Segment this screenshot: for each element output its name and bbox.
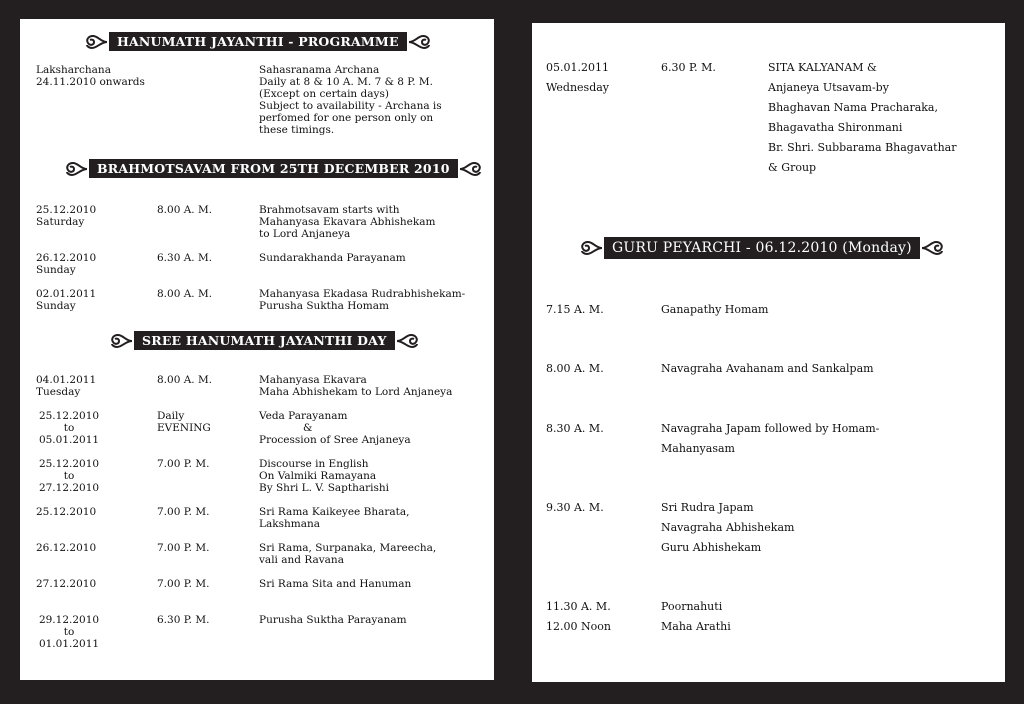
text-line: On Valmiki Ramayana (259, 470, 377, 482)
text-line: these timings. (259, 124, 335, 136)
schedule-date (36, 614, 102, 650)
text-line: & (303, 422, 313, 434)
schedule-event: Sundarakhanda Parayanam (259, 252, 406, 264)
schedule-event (259, 410, 411, 446)
text-line: 05.01.2011 (38, 434, 100, 446)
schedule-time: 6.30 A. M. (157, 252, 213, 264)
text-line: Discourse in English (259, 458, 369, 470)
text-line: to (63, 422, 75, 434)
text-line: to (63, 470, 75, 482)
programme-title: HANUMATH JAYANTHI - PROGRAMME (109, 32, 407, 51)
text-line: By Shri L. V. Saptharishi (259, 482, 390, 494)
schedule-date (36, 458, 102, 494)
text-line: Maha Abhishekam to Lord Anjaneya (259, 386, 453, 398)
schedule-time (157, 410, 211, 434)
schedule-time: 7.00 P. M. (157, 506, 210, 518)
schedule-event (259, 204, 435, 240)
text-line: Sri Rama, Surpanaka, Mareecha, (259, 542, 437, 554)
guru-time: 8.00 A. M. (546, 362, 604, 375)
text-line: Sunday (36, 300, 76, 312)
text-line: 05.01.2011 (546, 61, 609, 74)
text-line: Subject to availability - Archana is (259, 100, 442, 112)
guru-peyarchi-title: GURU PEYARCHI - 06.12.2010 (Monday) (604, 237, 920, 259)
laksharchana-block (36, 64, 145, 88)
ornament-left-icon (63, 160, 89, 178)
guru-event: Navagraha Avahanam and Sankalpam (661, 362, 874, 375)
kalyanam-event (768, 58, 957, 178)
text-line: & Group (768, 161, 817, 174)
schedule-time: 6.30 P. M. (157, 614, 210, 626)
schedule-time: 7.00 P. M. (157, 578, 210, 590)
text-line: to Lord Anjaneya (259, 228, 351, 240)
text-line: Bhagavatha Shironmani (768, 121, 903, 134)
text-line: 25.12.2010 (38, 410, 100, 422)
guru-peyarchi-banner (578, 237, 946, 259)
guru-time: 8.30 A. M. (546, 422, 604, 435)
text-line: Anjaneya Utsavam-by (768, 81, 889, 94)
schedule-date: 25.12.2010 (36, 506, 97, 518)
schedule-date (36, 288, 96, 312)
text-line: Mahanyasam (661, 442, 735, 455)
guru-event (661, 419, 879, 459)
text-line: Wednesday (546, 81, 610, 94)
programme-banner (83, 32, 433, 51)
schedule-time: 8.00 A. M. (157, 288, 213, 300)
text-line: Sahasranama Archana (259, 64, 380, 76)
text-line: Procession of Sree Anjaneya (259, 434, 411, 446)
schedule-date: 26.12.2010 (36, 542, 97, 554)
ornament-left-icon (83, 33, 109, 51)
guru-event (661, 498, 794, 558)
text-line: perfomed for one person only on (259, 112, 434, 124)
text-line: 01.01.2011 (38, 638, 100, 650)
schedule-event (259, 506, 409, 530)
text-line: Bhaghavan Nama Pracharaka, (768, 101, 938, 114)
text-line: Mahanyasa Ekavara Abhishekam (259, 216, 436, 228)
text-line: (Except on certain days) (259, 88, 389, 100)
text-line: Daily at 8 & 10 A. M. 7 & 8 P. M. (259, 76, 433, 88)
text-line: to (63, 626, 75, 638)
guru-time: 9.30 A. M. (546, 501, 604, 514)
ornament-right-icon (395, 332, 421, 350)
text-line: 29.12.2010 (38, 614, 100, 626)
text-line: Maha Arathi (661, 620, 731, 633)
left-page (20, 19, 494, 680)
text-line: Poornahuti (661, 600, 723, 613)
text-line: SITA KALYANAM & (768, 61, 877, 74)
text-line: 27.12.2010 (38, 482, 100, 494)
text-line: Sri Rama Kaikeyee Bharata, (259, 506, 410, 518)
ornament-right-icon (920, 239, 946, 257)
ornament-right-icon (407, 33, 433, 51)
kalyanam-date (546, 58, 609, 98)
text-line: 26.12.2010 (36, 252, 97, 264)
schedule-date (36, 374, 96, 398)
text-line: Br. Shri. Subbarama Bhagavathar (768, 141, 957, 154)
right-page (532, 23, 1005, 682)
guru-time (546, 597, 611, 637)
ornament-right-icon (458, 160, 484, 178)
jayanthi-day-banner (108, 331, 421, 350)
schedule-event (259, 288, 465, 312)
text-line: 04.01.2011 (36, 374, 97, 386)
text-line: 25.12.2010 (36, 204, 97, 216)
schedule-time: 8.00 A. M. (157, 374, 213, 386)
text-line: 25.12.2010 (38, 458, 100, 470)
brahmotsavam-banner (63, 159, 484, 178)
schedule-time: 7.00 P. M. (157, 458, 210, 470)
schedule-event: Purusha Suktha Parayanam (259, 614, 407, 626)
ornament-left-icon (578, 239, 604, 257)
text-line: Brahmotsavam starts with (259, 204, 400, 216)
jayanthi-day-title: SREE HANUMATH JAYANTHI DAY (134, 331, 395, 350)
text-line: Mahanyasa Ekadasa Rudrabhishekam- (259, 288, 466, 300)
text-line: Veda Parayanam (259, 410, 348, 422)
text-line: Navagraha Abhishekam (661, 521, 795, 534)
text-line: Saturday (36, 216, 85, 228)
schedule-event (259, 458, 389, 494)
text-line: 24.11.2010 onwards (36, 76, 145, 88)
text-line: Lakshmana (259, 518, 320, 530)
text-line: 11.30 A. M. (546, 600, 611, 613)
guru-event (661, 597, 731, 637)
text-line: Sri Rudra Japam (661, 501, 754, 514)
text-line: Tuesday (36, 386, 81, 398)
schedule-date (36, 410, 102, 446)
ornament-left-icon (108, 332, 134, 350)
guru-event: Ganapathy Homam (661, 303, 769, 316)
schedule-event (259, 374, 452, 398)
guru-time: 7.15 A. M. (546, 303, 604, 316)
text-line: 12.00 Noon (546, 620, 611, 633)
schedule-event: Sri Rama Sita and Hanuman (259, 578, 412, 590)
text-line: Laksharchana (36, 64, 111, 76)
schedule-event (259, 542, 436, 566)
schedule-date (36, 252, 96, 276)
schedule-date: 27.12.2010 (36, 578, 97, 590)
text-line: Daily (157, 410, 185, 422)
text-line: Mahanyasa Ekavara (259, 374, 367, 386)
brahmotsavam-title: BRAHMOTSAVAM FROM 25TH DECEMBER 2010 (89, 159, 458, 178)
text-line: Purusha Suktha Homam (259, 300, 389, 312)
text-line: vali and Ravana (259, 554, 344, 566)
archana-block (259, 64, 442, 136)
kalyanam-time: 6.30 P. M. (661, 61, 716, 74)
text-line: Navagraha Japam followed by Homam- (661, 422, 880, 435)
schedule-time: 8.00 A. M. (157, 204, 213, 216)
text-line: Guru Abhishekam (661, 541, 762, 554)
text-line: Sunday (36, 264, 76, 276)
schedule-time: 7.00 P. M. (157, 542, 210, 554)
schedule-date (36, 204, 96, 228)
text-line: EVENING (157, 422, 211, 434)
text-line: 02.01.2011 (36, 288, 97, 300)
